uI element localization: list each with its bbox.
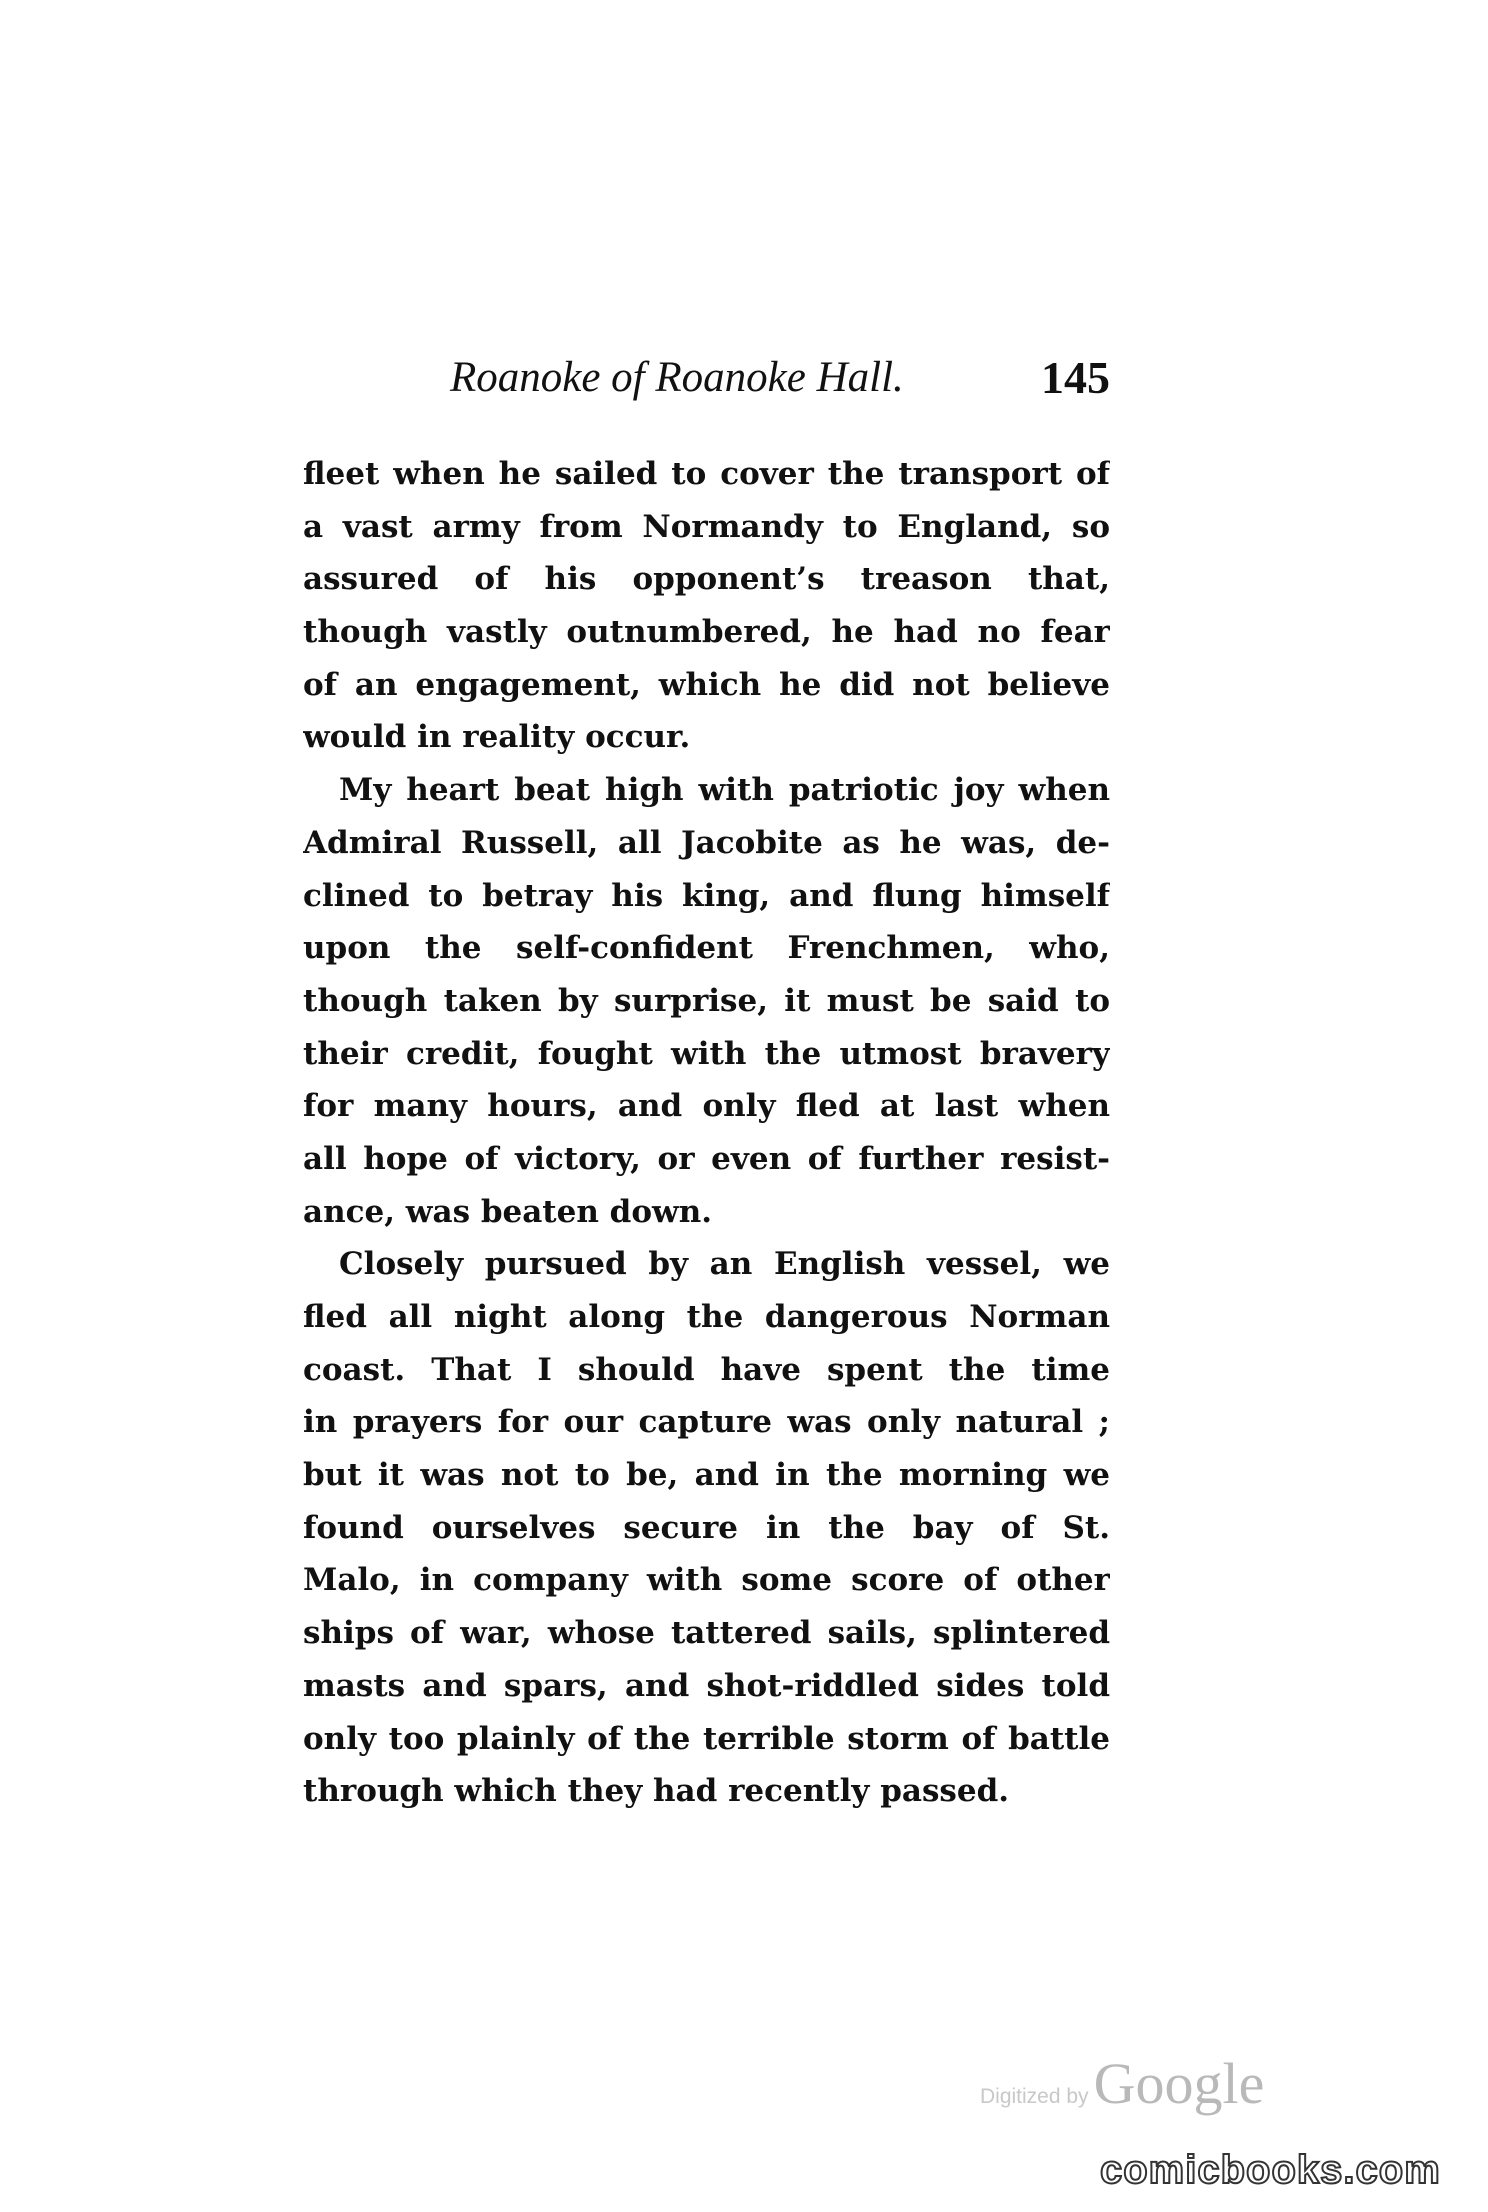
text-line: assured of his opponent’s treason that,	[303, 561, 1110, 598]
text-line: of an engagement, which he did not believe	[303, 666, 1110, 703]
text-line: fled all night along the dangerous Norman	[303, 1299, 1110, 1335]
text-line: would in reality occur.	[303, 719, 691, 756]
digitized-by-google-mark	[980, 2050, 1300, 2120]
running-title: Roanoke of Roanoke Hall.	[450, 354, 904, 401]
text-line: in prayers for our capture was only natural ;	[303, 1404, 1110, 1441]
text-line: though taken by surprise, it must be said to	[303, 982, 1110, 1019]
text-line: My heart beat high with patriotic joy when	[339, 772, 1110, 809]
text-line: for many hours, and only fled at last when	[303, 1088, 1110, 1125]
text-line: Malo, in company with some score of other	[303, 1562, 1110, 1599]
text-line: ships of war, whose tattered sails, splintered	[303, 1615, 1110, 1652]
text-line: their credit, fought with the utmost bravery	[303, 1035, 1110, 1072]
text-line: coast. That I should have spent the time	[303, 1351, 1110, 1388]
text-line: a vast army from Normandy to England, so	[303, 508, 1110, 545]
text-line: ance, was beaten down.	[303, 1193, 713, 1230]
text-line: Closely pursued by an English vessel, we	[339, 1246, 1110, 1283]
text-line: found ourselves secure in the bay of St.	[303, 1509, 1110, 1546]
text-line: Admiral Russell, all Jacobite as he was, de-	[303, 824, 1110, 861]
text-line: masts and spars, and shot-riddled sides told	[303, 1667, 1110, 1704]
text-line: fleet when he sailed to cover the transport of	[303, 456, 1110, 492]
text-line: but it was not to be, and in the morning we	[303, 1457, 1110, 1494]
text-line: all hope of victory, or even of further resist-	[303, 1140, 1110, 1177]
watermark: comicbooks.com	[1100, 2148, 1441, 2192]
running-head	[300, 348, 1110, 408]
page-number: 145	[1041, 352, 1110, 403]
text-line: upon the self-confident Frenchmen, who,	[303, 930, 1110, 967]
text-line: though vastly outnumbered, he had no fear	[303, 614, 1110, 651]
body-text	[303, 448, 1110, 1818]
text-line: only too plainly of the terrible storm of battle	[303, 1720, 1110, 1757]
text-line: through which they had recently passed.	[303, 1773, 1010, 1810]
google-logo-text: Google	[1093, 2051, 1265, 2116]
digitized-label: Digitized by	[980, 2085, 1089, 2108]
text-line: clined to betray his king, and flung himself	[303, 877, 1110, 914]
